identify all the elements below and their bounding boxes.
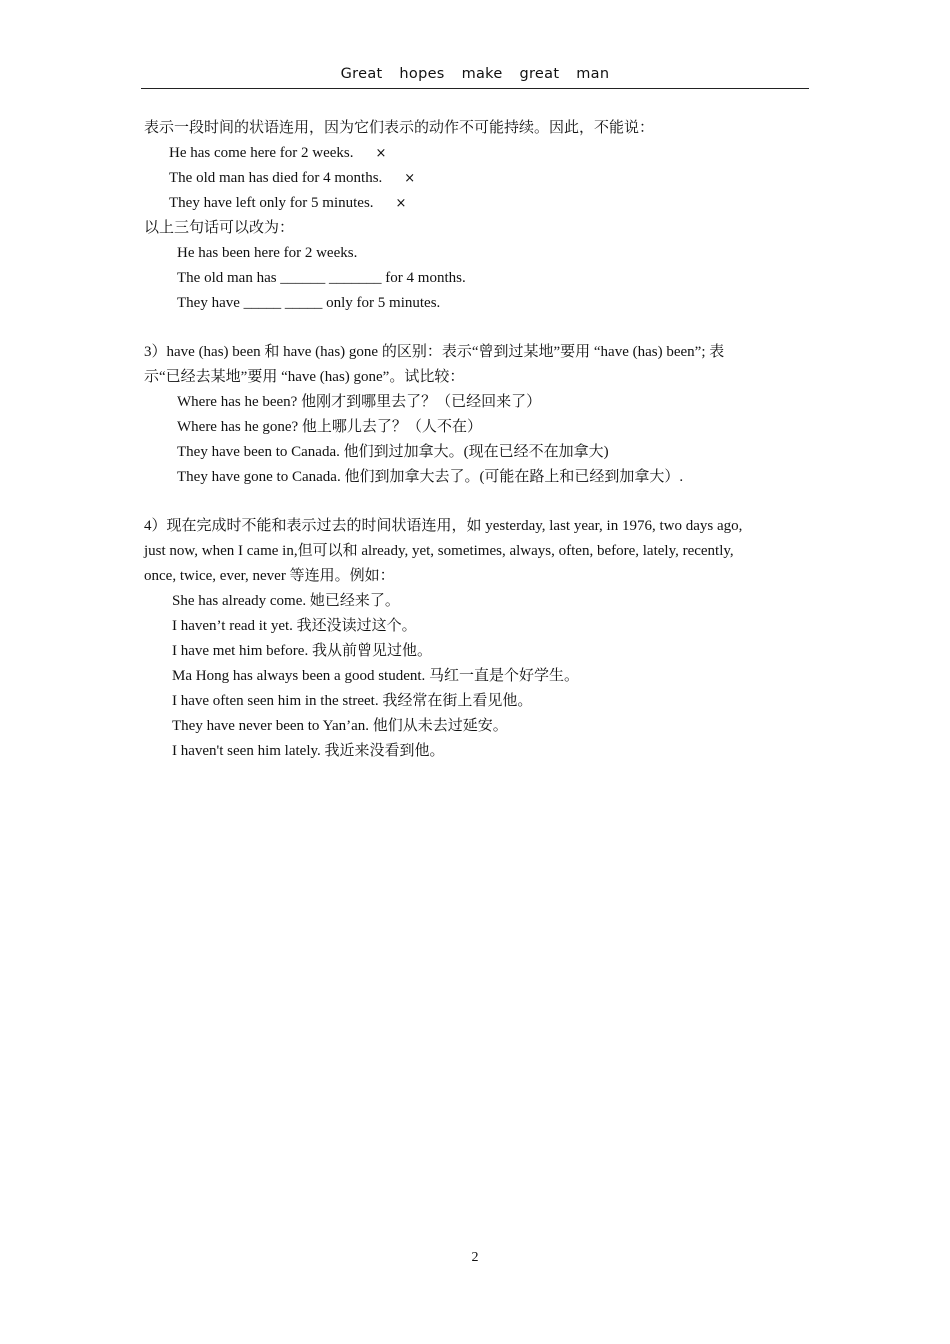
wrong-mark: × xyxy=(404,171,416,186)
rewrite-sentence-2: The old man has ______ _______ for 4 months. xyxy=(177,270,466,286)
part1-intro: 表示一段时间的状语连用，因为它们表示的动作不可能持续。因此，不能说： xyxy=(144,120,655,136)
rewrite-sentence-3: They have _____ _____ only for 5 minutes. xyxy=(177,295,441,311)
part4-line-2: just now, when I came in,但可以和 already, yet, sometimes, always, often, before, lately, recently, xyxy=(144,543,734,559)
wrong-example-3 xyxy=(169,193,406,214)
part4-example-4: Ma Hong has always been a good student. 马红一直是个好学生。 xyxy=(172,668,580,684)
part4-line-3: once, twice, ever, never 等连用。例如： xyxy=(144,568,395,584)
page-header: Great hopes make great man xyxy=(340,66,610,82)
header-rule xyxy=(141,88,809,89)
rewrite-intro: 以上三句话可以改为： xyxy=(144,220,295,236)
part4-example-1: She has already come. 她已经来了。 xyxy=(172,593,400,609)
part3-line-2: 示“已经去某地”要用 “have (has) gone”。试比较： xyxy=(144,369,465,385)
part3-example-2: Where has he gone? 他上哪儿去了？（人不在） xyxy=(177,419,482,435)
wrong-mark: × xyxy=(375,146,387,161)
part4-example-2: I haven’t read it yet. 我还没读过这个。 xyxy=(172,618,417,634)
part4-example-7: I haven't seen him lately. 我近来没看到他。 xyxy=(172,743,445,759)
wrong-example-2 xyxy=(169,168,415,189)
part4-line-1: 4）现在完成时不能和表示过去的时间状语连用，如 yesterday, last year, in 1976, two days ago, xyxy=(144,518,743,534)
wrong-mark: × xyxy=(395,196,407,211)
part4-example-5: I have often seen him in the street. 我经常在街上看见他。 xyxy=(172,693,533,709)
wrong-example-text: The old man has died for 4 months. xyxy=(169,170,383,186)
part4-example-3: I have met him before. 我从前曾见过他。 xyxy=(172,643,432,659)
part3-line-1: 3）have (has) been 和 have (has) gone 的区别：表示“曾到过某地”要用 “have (has) been”; 表 xyxy=(144,344,725,360)
part3-example-4: They have gone to Canada. 他们到加拿大去了。(可能在路上和已经到加拿大）. xyxy=(177,469,684,485)
page-number: 2 xyxy=(471,1250,479,1265)
rewrite-sentence-1: He has been here for 2 weeks. xyxy=(177,245,358,261)
wrong-example-text: He has come here for 2 weeks. xyxy=(169,145,354,161)
part3-example-3: They have been to Canada. 他们到过加拿大。(现在已经不在加拿大) xyxy=(177,444,609,460)
part3-example-1: Where has he been? 他刚才到哪里去了？（已经回来了） xyxy=(177,394,542,410)
wrong-example-1 xyxy=(169,143,386,164)
wrong-example-text: They have left only for 5 minutes. xyxy=(169,195,374,211)
part4-example-6: They have never been to Yan’an. 他们从未去过延安。 xyxy=(172,718,508,734)
